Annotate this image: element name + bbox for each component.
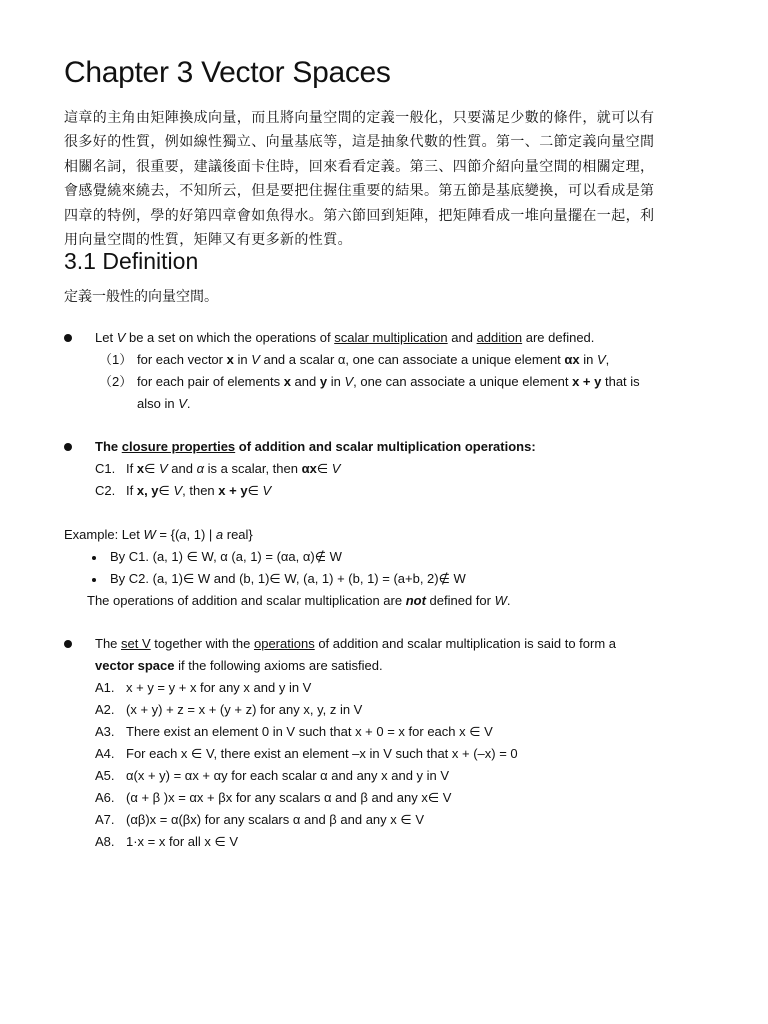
closure-label: C1. (95, 461, 116, 476)
axiom-label: A6. (95, 790, 115, 805)
text: , then (182, 483, 219, 498)
closure-label: C2. (95, 483, 116, 498)
text: together with the (150, 636, 254, 651)
text: , one can associate a unique element (353, 374, 573, 389)
text: if the following axioms are satisfied. (174, 658, 383, 673)
emphasis-text: not (405, 593, 426, 608)
intro-line: 相關名詞，很重要，建議後面卡住時，回來看看定義。第三、四節介紹向量空間的相關定理， (64, 158, 655, 175)
underlined-term: closure properties (121, 439, 236, 454)
text: are defined. (522, 330, 595, 345)
axiom-text: 1·x = x for all x ∈ V (126, 834, 239, 849)
definition-item-2 (137, 374, 640, 390)
text: , (605, 352, 610, 367)
text: α (196, 461, 205, 476)
text: V (344, 374, 354, 389)
closure-c1 (126, 461, 340, 477)
text: x (136, 461, 145, 476)
definition-line (95, 330, 594, 346)
intro-line: 用向量空間的性質，矩陣又有更多新的性質。 (64, 232, 352, 249)
section-title: 3.1 Definition (64, 248, 199, 274)
text: . (186, 396, 191, 411)
example-conclusion (87, 593, 510, 609)
intro-line: 會感覺繞來繞去，不知所云，但是要把住握住重要的結果。第五節是基底變換，可以看成是第 (64, 183, 655, 200)
text: and (447, 330, 477, 345)
axiom-label: A1. (95, 680, 115, 695)
text: W (494, 593, 507, 608)
text: If (126, 461, 137, 476)
text: αx (301, 461, 317, 476)
axiom-text: α(x + y) = αx + αy for each scalar α and any x and y in V (126, 768, 450, 783)
text: ∈ (316, 461, 332, 476)
underlined-term: operations (253, 636, 315, 651)
intro-line: 四章的特例，學的好第四章會如魚得水。第六節回到矩陣，把矩陣看成一堆向量擺在一起，利 (64, 207, 655, 224)
chapter-title: Chapter 3 Vector Spaces (64, 56, 391, 89)
axiom-text: (x + y) + z = x + (y + z) for any x, y, z in V (126, 702, 363, 717)
text: x, y (136, 483, 159, 498)
example-item-2: By C2. (a, 1)∈ W and (b, 1)∈ W, (a, 1) + (b, 1) = (a+b, 2)∉ W (110, 571, 466, 586)
item-number: （1） (99, 352, 133, 367)
axiom-label: A5. (95, 768, 115, 783)
vector-space-definition (95, 636, 616, 652)
text: in (233, 352, 252, 367)
text: defined for (425, 593, 495, 608)
text: V (173, 483, 183, 498)
intro-line: 很多好的性質，例如線性獨立、向量基底等，這是抽象代數的性質。第一、二節定義向量空間 (64, 134, 655, 151)
underlined-term: addition (476, 330, 523, 345)
item-number: （2） (99, 374, 133, 389)
text: V (331, 461, 341, 476)
definition-item-1 (137, 352, 609, 368)
text: for each vector (137, 352, 227, 367)
text: of addition and scalar multiplication operations: (235, 439, 536, 454)
example-item-1: By C1. (a, 1) ∈ W, α (a, 1) = (αa, α)∉ W (110, 549, 342, 564)
closure-c2 (126, 483, 271, 499)
intro-line: 這章的主角由矩陣換成向量，而且將向量空間的定義一般化，只要滿足少數的條件，就可以有 (64, 110, 655, 126)
text: V (178, 396, 187, 411)
axiom-label: A7. (95, 812, 115, 827)
bullet-marker (64, 640, 72, 648)
text: ∈ (247, 483, 263, 498)
text: ∈ (158, 483, 174, 498)
text: = {( (155, 527, 180, 542)
sub-bullet-marker (92, 578, 96, 582)
text: that is (601, 374, 640, 389)
text: real} (223, 527, 253, 542)
text: is a scalar, then (204, 461, 302, 476)
underlined-term: scalar multiplication (334, 330, 448, 345)
axiom-label: A2. (95, 702, 115, 717)
vector-space-definition-cont (95, 658, 383, 674)
text: in (579, 352, 597, 367)
text: The operations of addition and scalar multiplication are (87, 593, 406, 608)
intro-paragraph (64, 106, 704, 252)
text: for each pair of elements (137, 374, 284, 389)
text: α (337, 352, 346, 367)
text: x + y (572, 374, 602, 389)
axiom-text: x + y = y + x for any x and y in V (126, 680, 312, 695)
text: W (143, 527, 156, 542)
text: a (215, 527, 224, 542)
text: x (283, 374, 291, 389)
bold-term: vector space (95, 658, 175, 673)
text: y (319, 374, 328, 389)
text: V (596, 352, 606, 367)
axiom-text: (α + β )x = αx + βx for any scalars α and β and any x∈ V (126, 790, 452, 805)
text: x + y (218, 483, 248, 498)
text: of addition and scalar multiplication is said to form a (314, 636, 617, 651)
text: , one can associate a unique element (345, 352, 565, 367)
text: Let (95, 330, 117, 345)
example-heading (64, 527, 253, 543)
text: also in (137, 396, 179, 411)
text: V (116, 330, 126, 345)
axiom-label: A8. (95, 834, 115, 849)
text: αx (564, 352, 580, 367)
text: x (226, 352, 234, 367)
definition-item-2-cont (137, 396, 191, 412)
text: , 1) | (186, 527, 216, 542)
text: Example: Let (64, 527, 144, 542)
text: V (159, 461, 168, 476)
bullet-marker (64, 334, 72, 342)
axiom-label: A3. (95, 724, 115, 739)
axiom-label: A4. (95, 746, 115, 761)
text: V (262, 483, 272, 498)
text: in (327, 374, 345, 389)
text: ∈ (144, 461, 160, 476)
axiom-text: (αβ)x = α(βx) for any scalars α and β and any x ∈ V (126, 812, 424, 827)
bullet-marker (64, 443, 72, 451)
underlined-term: set V (121, 636, 151, 651)
text: If (126, 483, 137, 498)
closure-heading (95, 439, 536, 455)
section-subtitle: 定義一般性的向量空間。 (64, 289, 218, 305)
axiom-text: There exist an element 0 in V such that x + 0 = x for each x ∈ V (126, 724, 493, 739)
text: The (95, 636, 122, 651)
text: be a set on which the operations of (125, 330, 335, 345)
text: V (251, 352, 260, 367)
text: The (95, 439, 122, 454)
axiom-text: For each x ∈ V, there exist an element –x in V such that x + (–x) = 0 (126, 746, 518, 761)
text: and a scalar (259, 352, 338, 367)
text: a (179, 527, 187, 542)
text: and (290, 374, 320, 389)
text: . (506, 593, 511, 608)
text: and (167, 461, 197, 476)
sub-bullet-marker (92, 556, 96, 560)
